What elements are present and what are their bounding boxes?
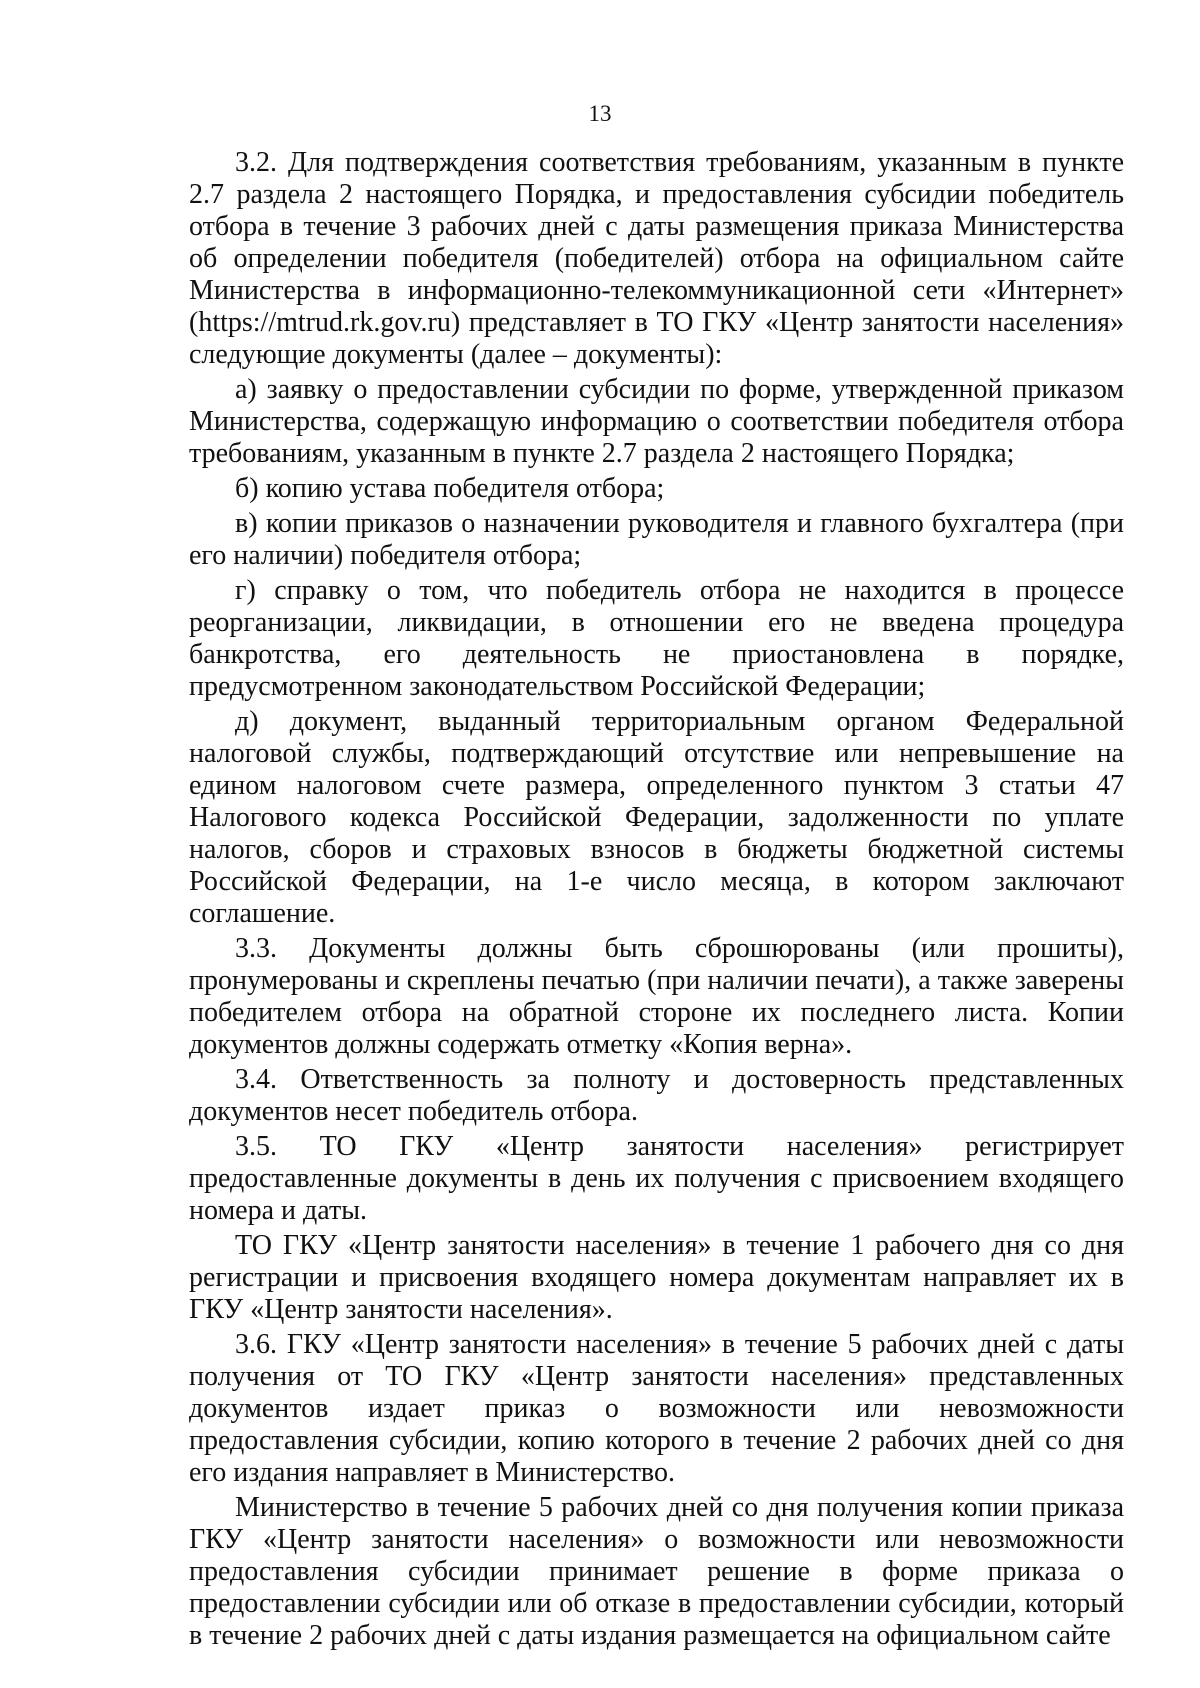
paragraph-3-2-a: а) заявку о предоставлении субсидии по форме, утвержденной приказом Министерства, содержащую информацию о соответствии победителя отбора требованиям, указанным в пункте 2.7 раздела 2 настоящего Порядка; bbox=[189, 374, 1124, 469]
paragraph-3-6-continued: Министерство в течение 5 рабочих дней со дня получения копии приказа ГКУ «Центр занятости населения» о возможности или невозможности предоставления субсидии принимает решение в форме приказа о предоставлении субсидии или об отказе в предоставлении субсидии, который в течение 2 рабочих дней с даты издания размещается на официальном сайте bbox=[189, 1492, 1124, 1651]
document-body bbox=[189, 147, 1124, 1652]
paragraph-3-3: 3.3. Документы должны быть сброшюрованы (или прошиты), пронумерованы и скреплены печатью (при наличии печати), а также заверены победителем отбора на обратной стороне их последнего листа. Копии документов должны содержать отметку «Копия верна». bbox=[189, 933, 1124, 1060]
paragraph-3-2-g: г) справку о том, что победитель отбора не находится в процессе реорганизации, ликвидации, в отношении его не введена процедура банкротства, его деятельность не приостановлена в порядке, предусмотренном законодательством Российской Федерации; bbox=[189, 575, 1124, 702]
paragraph-3-5-continued: ТО ГКУ «Центр занятости населения» в течение 1 рабочего дня со дня регистрации и присвоения входящего номера документам направляет их в ГКУ «Центр занятости населения». bbox=[189, 1230, 1124, 1325]
paragraph-3-2: 3.2. Для подтверждения соответствия требованиям, указанным в пункте 2.7 раздела 2 настоящего Порядка, и предоставления субсидии победитель отбора в течение 3 рабочих дней с даты размещения приказа Министерства об определении победителя (победителей) отбора на официальном сайте Министерства в информационно-телекоммуникационной сети «Интернет» (https://mtrud.rk.gov.ru) представляет в ТО ГКУ «Центр занятости населения» следующие документы (далее – документы): bbox=[189, 147, 1124, 370]
paragraph-3-5: 3.5. ТО ГКУ «Центр занятости населения» регистрирует предоставленные документы в день их получения с присвоением входящего номера и даты. bbox=[189, 1131, 1124, 1226]
paragraph-3-6: 3.6. ГКУ «Центр занятости населения» в течение 5 рабочих дней с даты получения от ТО ГКУ «Центр занятости населения» представленных документов издает приказ о возможности или невозможности предоставления субсидии, копию которого в течение 2 рабочих дней со дня его издания направляет в Министерство. bbox=[189, 1329, 1124, 1488]
paragraph-3-2-b: б) копию устава победителя отбора; bbox=[235, 473, 665, 504]
paragraph-3-4: 3.4. Ответственность за полноту и достоверность представленных документов несет победитель отбора. bbox=[189, 1064, 1124, 1127]
paragraph-3-2-d: д) документ, выданный территориальным органом Федеральной налоговой службы, подтверждающий отсутствие или непревышение на едином налоговом счете размера, определенного пунктом 3 статьи 47 Налогового кодекса Российской Федерации, задолженности по уплате налогов, сборов и страховых взносов в бюджеты бюджетной системы Российской Федерации, на 1-е число месяца, в котором заключают соглашение. bbox=[189, 706, 1124, 929]
paragraph-3-2-v: в) копии приказов о назначении руководителя и главного бухгалтера (при его наличии) победителя отбора; bbox=[189, 508, 1124, 571]
page-number: 13 bbox=[588, 101, 612, 126]
